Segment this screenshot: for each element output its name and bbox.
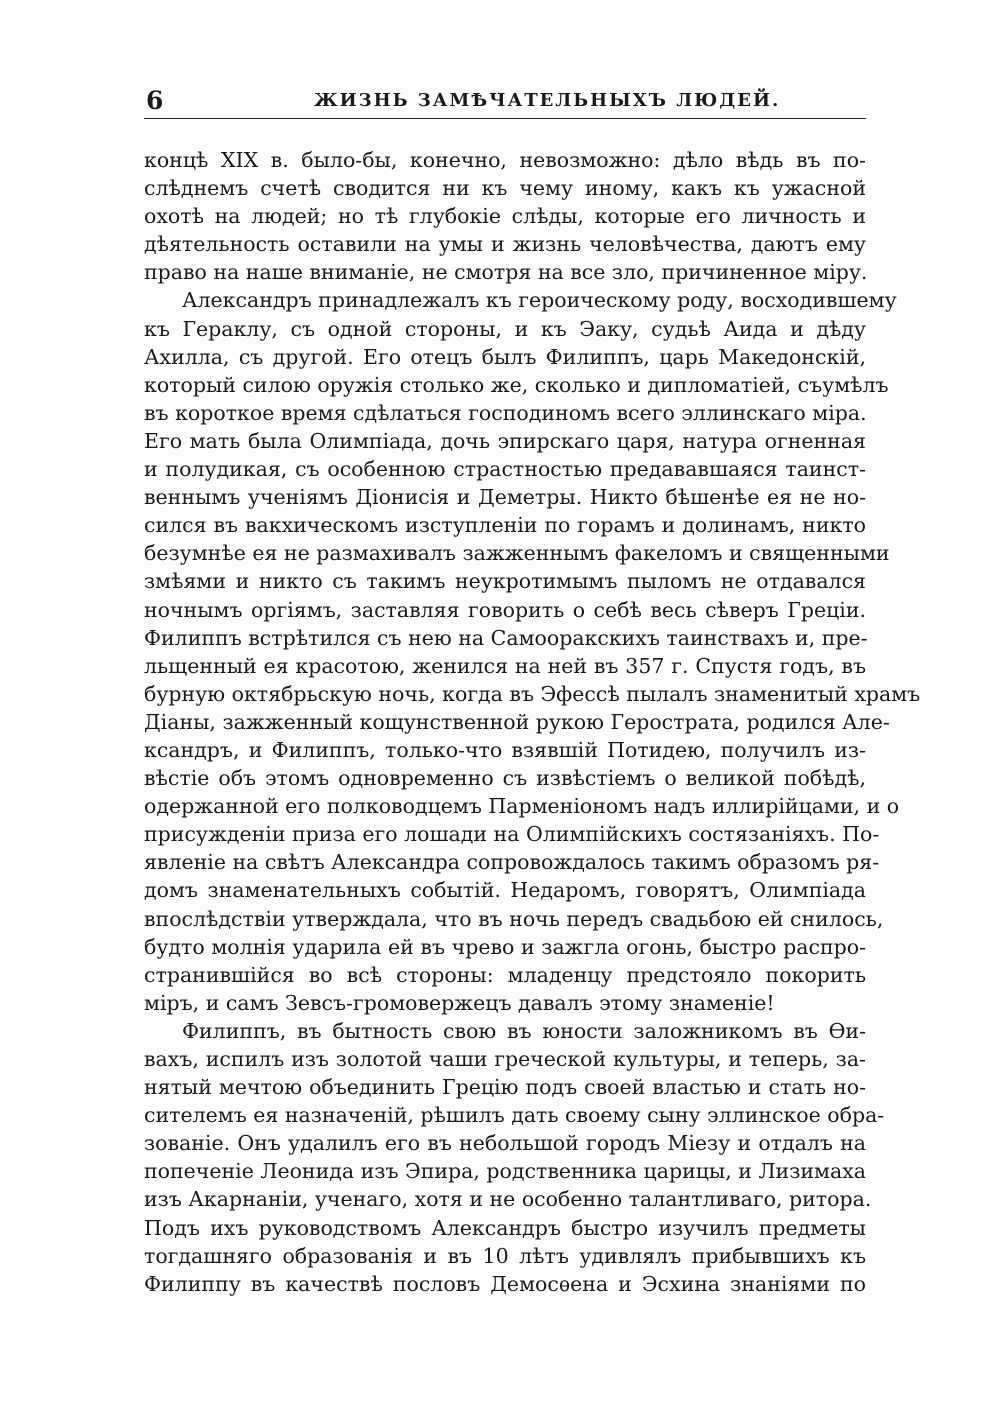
text-line: изъ Акарнаніи, ученаго, хотя и не особенно талантливаго, ритора. (144, 1187, 872, 1212)
text-line: змѣями и никто съ такимъ неукротимымъ пыломъ не отдавался (144, 569, 866, 594)
text-line: будто молнія ударила ей въ чрево и зажгла огонь, быстро распро- (144, 934, 866, 959)
text-line: Ахилла, съ другой. Его отецъ былъ Филиппъ, царь Македонскій, (144, 344, 866, 369)
text-line: въ короткое время сдѣлаться господиномъ всего эллинскаго міра. (144, 400, 867, 425)
text-line: концѣ XIX в. было-бы, конечно, невозможно: дѣло вѣдь въ по- (144, 148, 866, 172)
page-number: 6 (146, 86, 164, 115)
text-line: вахъ, испилъ изъ золотой чаши греческой культуры, и теперь, за- (144, 1047, 866, 1071)
text-line: къ Гераклу, съ одной стороны, и къ Эаку, судьѣ Аида и дѣду (144, 316, 866, 341)
text-line: Подъ ихъ руководствомъ Александръ быстро изучилъ предметы (144, 1215, 866, 1240)
text-line: Александръ принадлежалъ къ героическому роду, восходившему (182, 288, 897, 313)
text-line: нятый мечтою объединить Грецію подъ своей властью и стать но- (144, 1075, 866, 1100)
running-title: ЖИЗНЬ ЗАМѢЧАТЕЛЬНЫХЪ ЛЮДЕЙ. (314, 90, 781, 111)
text-line: зованіе. Онъ удалилъ его въ небольшой городъ Міезу и отдалъ на (144, 1131, 866, 1156)
text-line: присужденіи приза его лошади на Олимпійскихъ состязаніяхъ. По- (144, 822, 880, 847)
text-line: веннымъ ученіямъ Діонисія и Деметры. Никто бѣшенѣе ея не но- (144, 485, 866, 510)
text-line: Его мать была Олимпіада, дочь эпирскаго царя, натура огненная (144, 428, 866, 453)
text-line: явленіе на свѣтъ Александра сопровождалось такимъ образомъ ря- (144, 850, 880, 875)
text-line: ксандръ, и Филиппъ, только-что взявшій Потидею, получилъ из- (144, 737, 866, 762)
text-line: сился въ вакхическомъ изступленіи по горамъ и долинамъ, никто (144, 513, 866, 538)
text-line: одержанной его полководцемъ Парменіономъ надъ иллирійцами, и о (144, 794, 900, 819)
text-line: домъ знаменательныхъ событій. Недаромъ, говорятъ, Олимпіада (144, 878, 866, 903)
text-line: безумнѣе ея не размахивалъ зажженнымъ факеломъ и священными (144, 541, 890, 566)
text-line: слѣднемъ счетѣ сводится ни къ чему иному, какъ къ ужасной (144, 176, 866, 201)
text-line: ночнымъ оргіямъ, заставляя говорить о себѣ весь сѣверъ Греціи. (144, 597, 866, 622)
text-line: охотѣ на людей; но тѣ глубокіе слѣды, которые его личность и (144, 204, 866, 229)
text-line: который силою оружія столько же, сколько и дипломатіей, съумѣлъ (144, 372, 889, 397)
text-line: Филиппу въ качествѣ пословъ Демосѳена и Эсхина знаніями по (144, 1271, 866, 1296)
running-head (144, 84, 866, 119)
text-line: вѣстіе объ этомъ одновременно съ извѣстіемъ о великой побѣдѣ, (144, 766, 866, 791)
text-line: льщенный ея красотою, женился на ней въ 357 г. Спустя годъ, въ (144, 653, 866, 678)
text-line: міръ, и самъ Зевсъ-громовержецъ давалъ этому знаменіе! (144, 990, 775, 1015)
text-line: Филиппъ встрѣтился съ нею на Самооракскихъ таинствахъ и, пре- (144, 625, 868, 650)
text-line: впослѣдствіи утверждала, что въ ночь передъ свадьбою ей снилось, (144, 906, 884, 931)
text-line: Филиппъ, въ бытность свою въ юности заложникомъ въ Ѳи- (182, 1018, 866, 1043)
body-text (144, 146, 921, 1298)
text-line: и полудикая, съ особенною страстностью предававшаяся таинст- (144, 457, 866, 482)
text-line: дѣятельность оставили на умы и жизнь человѣчества, даютъ ему (144, 232, 866, 257)
text-line: тогдашняго образованія и въ 10 лѣтъ удивлялъ прибывшихъ къ (144, 1243, 866, 1268)
text-line: странившійся во всѣ стороны: младенцу предстояло покорить (144, 962, 866, 987)
text-line: сителемъ ея назначеній, рѣшилъ дать своему сыну эллинское обра- (144, 1103, 885, 1128)
text-line: бурную октябрьскую ночь, когда въ Эфессѣ пылалъ знаменитый храмъ (144, 681, 921, 706)
text-line: право на наше вниманіе, не смотря на все зло, причиненное міру. (144, 260, 868, 285)
text-line: попеченіе Леонида изъ Эпира, родственника царицы, и Лизимаха (144, 1159, 867, 1184)
text-line: Діаны, зажженный кощунственной рукою Герострата, родился Але- (144, 709, 890, 734)
